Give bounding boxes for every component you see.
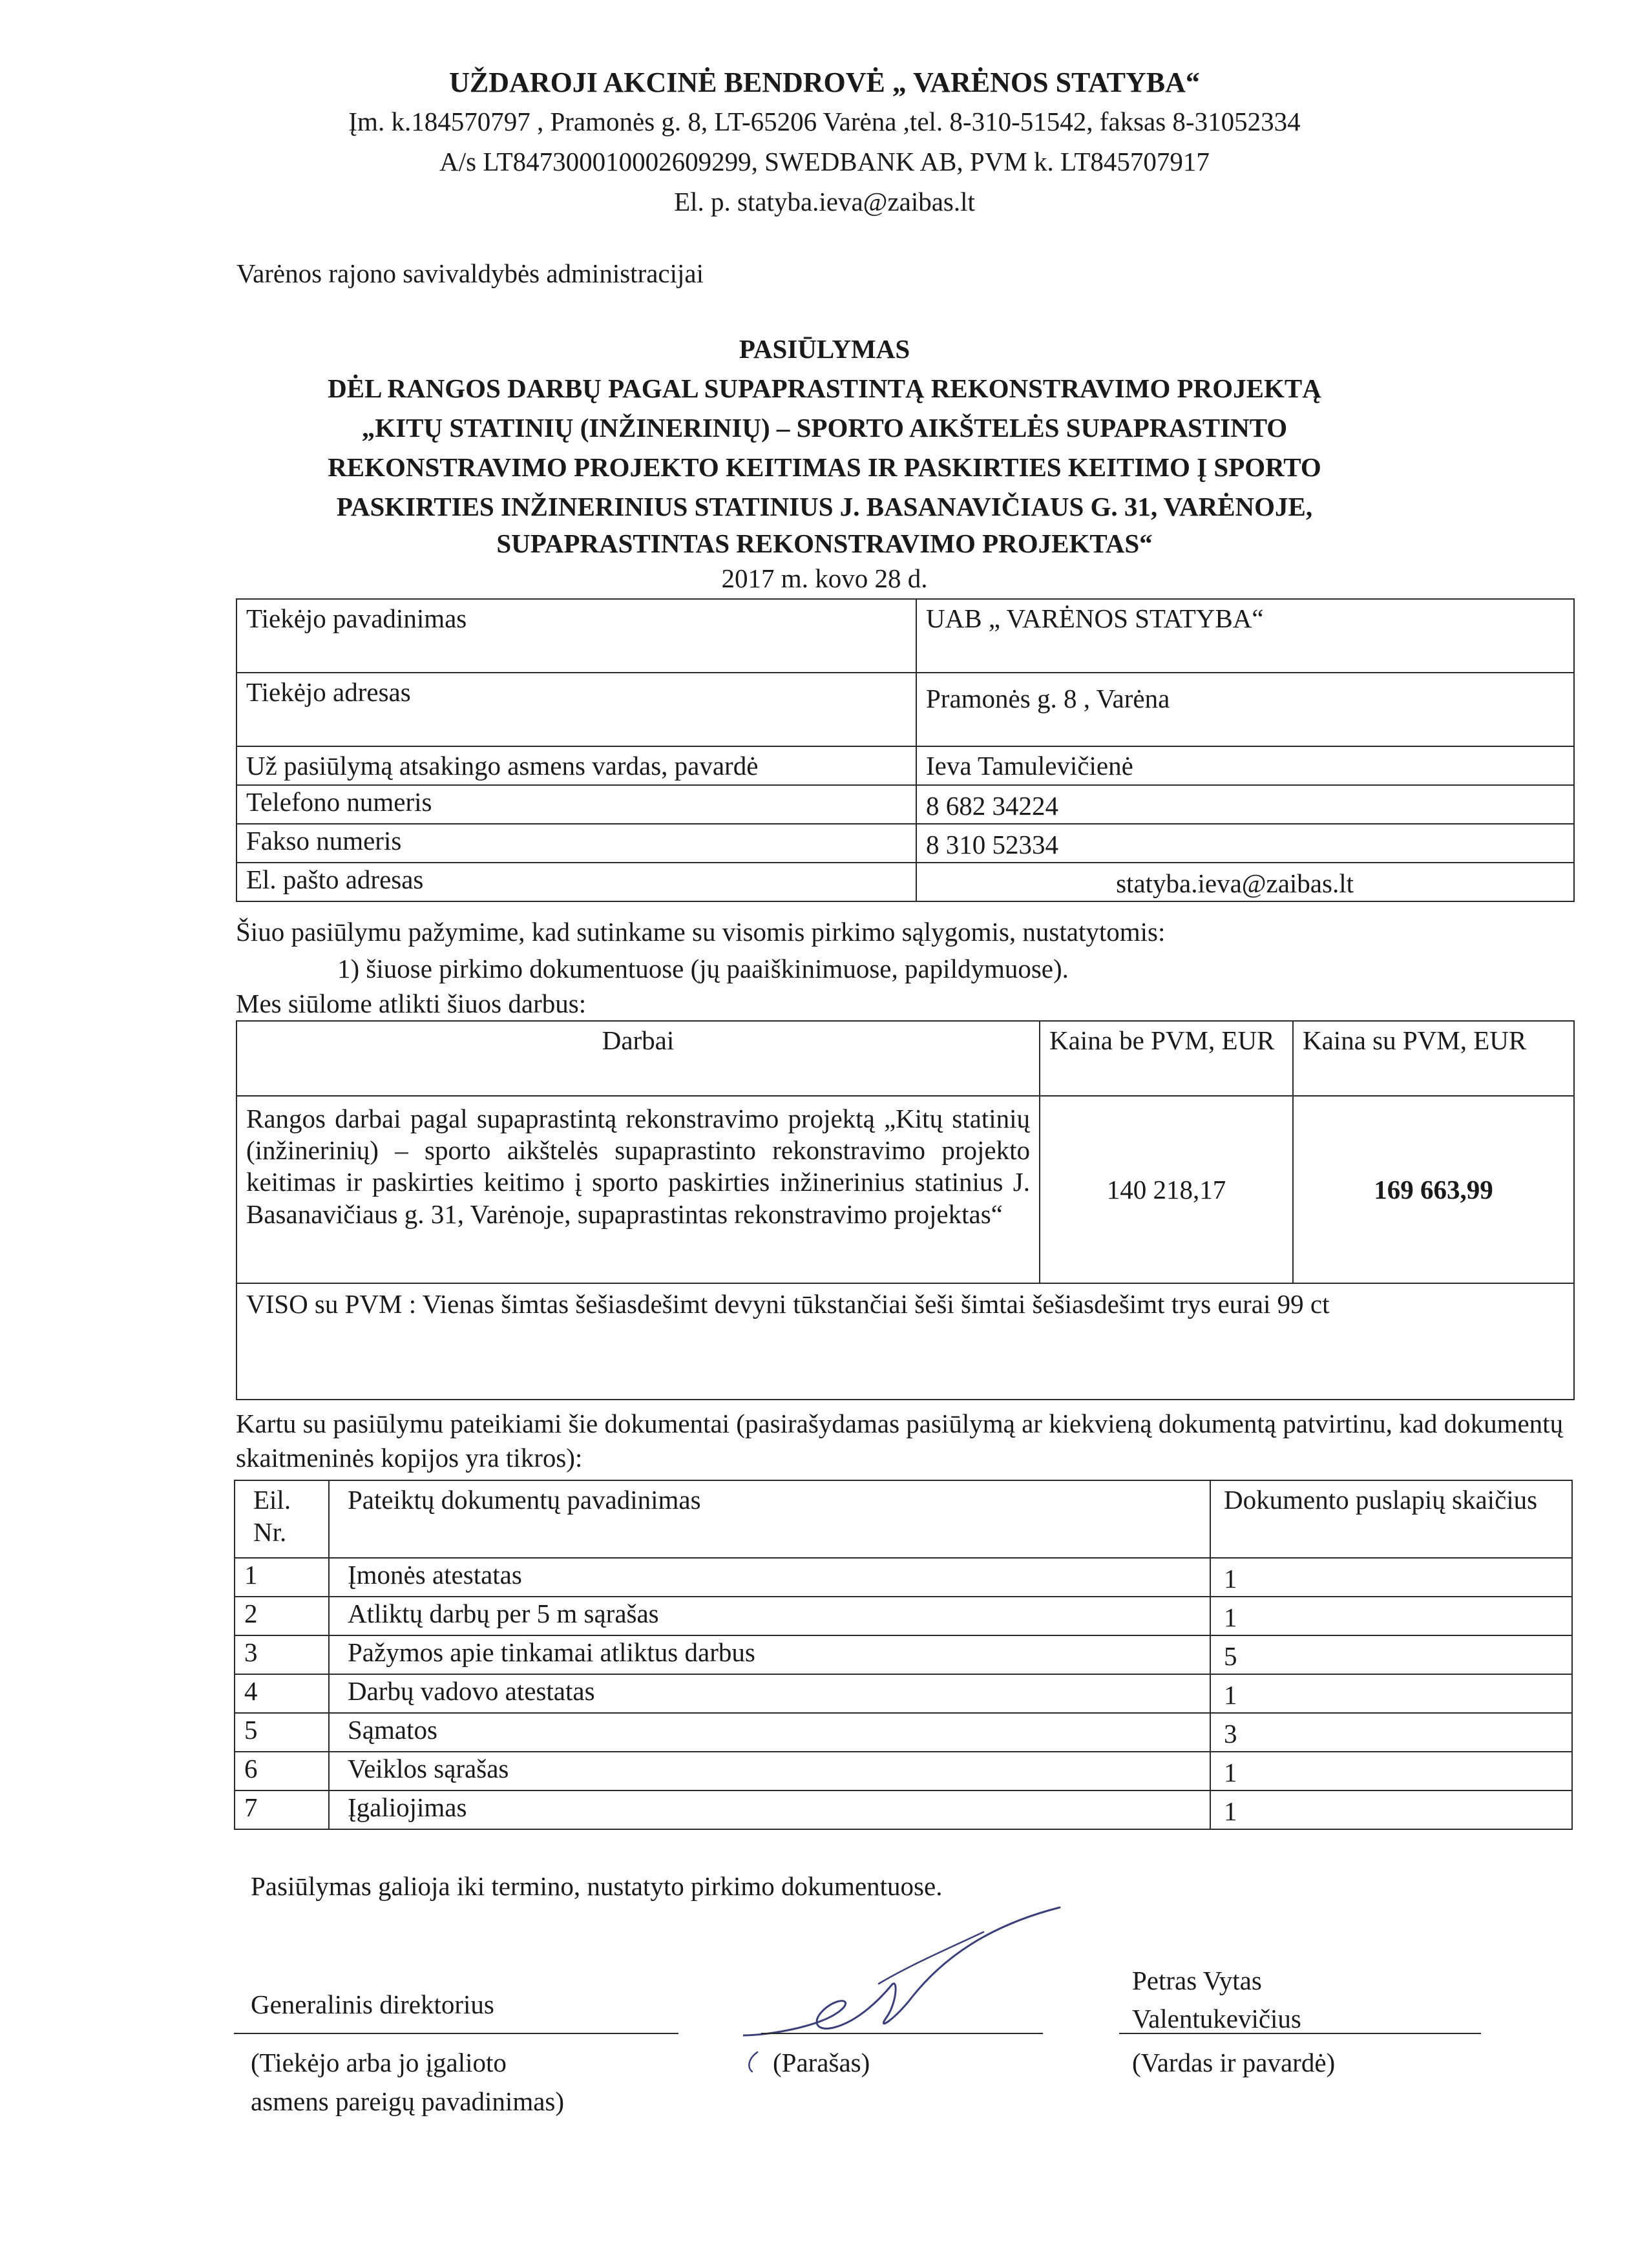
table-row — [236, 673, 1574, 746]
subject-line-5: SUPAPRASTINTAS REKONSTRAVIMO PROJEKTAS“ — [496, 529, 1153, 558]
documents-table — [234, 1480, 1573, 1830]
docs-name: Pažymos apie tinkamai atliktus darbus — [329, 1635, 1210, 1674]
signer-name-line-2: Valentukevičius — [1132, 2004, 1301, 2033]
name-signature-line — [1119, 2033, 1481, 2034]
supplier-label: Telefono numeris — [236, 785, 916, 824]
supplier-value: UAB „ VARĖNOS STATYBA“ — [916, 599, 1574, 673]
works-table — [236, 1020, 1575, 1400]
table-row — [235, 1635, 1572, 1674]
docs-name: Sąmatos — [329, 1713, 1210, 1752]
table-row — [236, 824, 1574, 863]
supplier-label: Tiekėjo pavadinimas — [236, 599, 916, 673]
docs-name: Darbų vadovo atestatas — [329, 1674, 1210, 1713]
supplier-label: Tiekėjo adresas — [236, 673, 916, 746]
docs-header-name: Pateiktų dokumentų pavadinimas — [329, 1480, 1210, 1558]
docs-nr: 3 — [235, 1635, 329, 1674]
supplier-value: 8 310 52334 — [916, 824, 1574, 863]
works-intro: Mes siūlome atlikti šiuos darbus: — [236, 989, 587, 1018]
document-date: 2017 m. kovo 28 d. — [721, 563, 928, 593]
company-name: UŽDAROJI AKCINĖ BENDROVĖ „ VARĖNOS STATYBA“ — [449, 67, 1200, 98]
position-caption-line-2: asmens pareigų pavadinimas) — [251, 2086, 565, 2116]
works-price-vat: 169 663,99 — [1293, 1096, 1574, 1283]
table-row — [235, 1597, 1572, 1635]
docs-pages: 1 — [1210, 1752, 1572, 1790]
subject-line-1: DĖL RANGOS DARBŲ PAGAL SUPAPRASTINTĄ REKONSTRAVIMO PROJEKTĄ — [328, 373, 1321, 403]
docs-pages: 1 — [1210, 1597, 1572, 1635]
supplier-value: statyba.ieva@zaibas.lt — [916, 863, 1574, 901]
works-description: Rangos darbai pagal supaprastintą rekonstravimo projektą „Kitų statinių (inžinerinių) – sporto aikštelės supaprastinto rekonstravimo projekto keitimas ir paskirties keitimo į sporto paskirties inžinerinius statinius J. Basanavičiaus g. 31, Varėnoje, supaprastintas rekonstravimo projektas“ — [236, 1096, 1040, 1283]
document-title: PASIŪLYMAS — [739, 334, 910, 364]
validity-statement: Pasiūlymas galioja iki termino, nustatyto pirkimo dokumentuose. — [251, 1871, 943, 1901]
works-total-in-words: VISO su PVM : Vienas šimtas šešiasdešimt devyni tūkstančiai šeši šimtai šešiasdešimt trys eurai 99 ct — [236, 1283, 1574, 1400]
table-row — [235, 1480, 1572, 1558]
table-row — [236, 785, 1574, 824]
supplier-value: Ieva Tamulevičienė — [916, 746, 1574, 785]
subject-line-3: REKONSTRAVIMO PROJEKTO KEITIMAS IR PASKIRTIES KEITIMO Į SPORTO — [328, 452, 1321, 482]
name-caption: (Vardas ir pavardė) — [1132, 2048, 1336, 2077]
position-caption-line-1: (Tiekėjo arba jo įgalioto — [251, 2048, 507, 2077]
table-row — [236, 1021, 1574, 1096]
signature-caption: (Parašas) — [773, 2048, 870, 2077]
table-row — [236, 746, 1574, 785]
table-row — [235, 1558, 1572, 1597]
table-row — [236, 863, 1574, 901]
signer-name-line-1: Petras Vytas — [1132, 1966, 1262, 1995]
supplier-label: Fakso numeris — [236, 824, 916, 863]
subject-line-2: „KITŲ STATINIŲ (INŽINERINIŲ) – SPORTO AIKŠTELĖS SUPAPRASTINTO — [361, 413, 1288, 443]
docs-nr: 7 — [235, 1790, 329, 1829]
docs-nr: 6 — [235, 1752, 329, 1790]
company-details-line: Įm. k.184570797 , Pramonės g. 8, LT-65206 Varėna ,tel. 8-310-51542, faksas 8-31052334 — [348, 107, 1301, 136]
documents-intro: Kartu su pasiūlymu pateikiami šie dokumentai (pasirašydamas pasiūlymą ar kiekvieną dokumentą patvirtinu, kad dokumentų skaitmeninės kopijos yra tikros): — [236, 1409, 1564, 1473]
docs-header-nr: Eil. Nr. — [235, 1480, 329, 1558]
agreement-statement: Šiuo pasiūlymu pažymime, kad sutinkame su visomis pirkimo sąlygomis, nustatytomis: — [236, 917, 1166, 947]
docs-name: Įmonės atestatas — [329, 1558, 1210, 1597]
docs-nr: 5 — [235, 1713, 329, 1752]
docs-header-pages: Dokumento puslapių skaičius — [1210, 1480, 1572, 1558]
docs-name: Įgaliojimas — [329, 1790, 1210, 1829]
docs-name: Atliktų darbų per 5 m sąrašas — [329, 1597, 1210, 1635]
supplier-label: El. pašto adresas — [236, 863, 916, 901]
signer-position: Generalinis direktorius — [251, 1990, 494, 2019]
docs-pages: 3 — [1210, 1713, 1572, 1752]
table-row — [235, 1713, 1572, 1752]
docs-pages: 1 — [1210, 1790, 1572, 1829]
position-signature-line — [234, 2033, 678, 2034]
email-line: El. p. statyba.ieva@zaibas.lt — [674, 187, 975, 216]
docs-nr: 4 — [235, 1674, 329, 1713]
table-row — [236, 1096, 1574, 1283]
supplier-label: Už pasiūlymą atsakingo asmens vardas, pavardė — [236, 746, 916, 785]
works-header-price-no-vat: Kaina be PVM, EUR — [1040, 1021, 1293, 1096]
supplier-value: Pramonės g. 8 , Varėna — [916, 673, 1574, 746]
supplier-value: 8 682 34224 — [916, 785, 1574, 824]
docs-nr: 1 — [235, 1558, 329, 1597]
docs-pages: 1 — [1210, 1558, 1572, 1597]
table-row — [235, 1674, 1572, 1713]
subject-line-4: PASKIRTIES INŽINERINIUS STATINIUS J. BASANAVIČIAUS G. 31, VARĖNOJE, — [336, 492, 1313, 521]
signature-line — [761, 2033, 1043, 2034]
works-price-no-vat: 140 218,17 — [1040, 1096, 1293, 1283]
works-header-price-vat: Kaina su PVM, EUR — [1293, 1021, 1574, 1096]
docs-name: Veiklos sąrašas — [329, 1752, 1210, 1790]
agreement-item: 1) šiuose pirkimo dokumentuose (jų paaiškinimuose, papildymuose). — [337, 954, 1069, 983]
docs-nr: 2 — [235, 1597, 329, 1635]
supplier-table — [236, 598, 1575, 902]
table-row — [235, 1790, 1572, 1829]
addressee: Varėnos rajono savivaldybės administracijai — [236, 258, 704, 288]
docs-pages: 1 — [1210, 1674, 1572, 1713]
table-row — [236, 1283, 1574, 1400]
table-row — [235, 1752, 1572, 1790]
docs-pages: 5 — [1210, 1635, 1572, 1674]
bank-details-line: A/s LT847300010002609299, SWEDBANK AB, PVM k. LT845707917 — [439, 147, 1210, 176]
works-header-description: Darbai — [236, 1021, 1040, 1096]
table-row — [236, 599, 1574, 673]
